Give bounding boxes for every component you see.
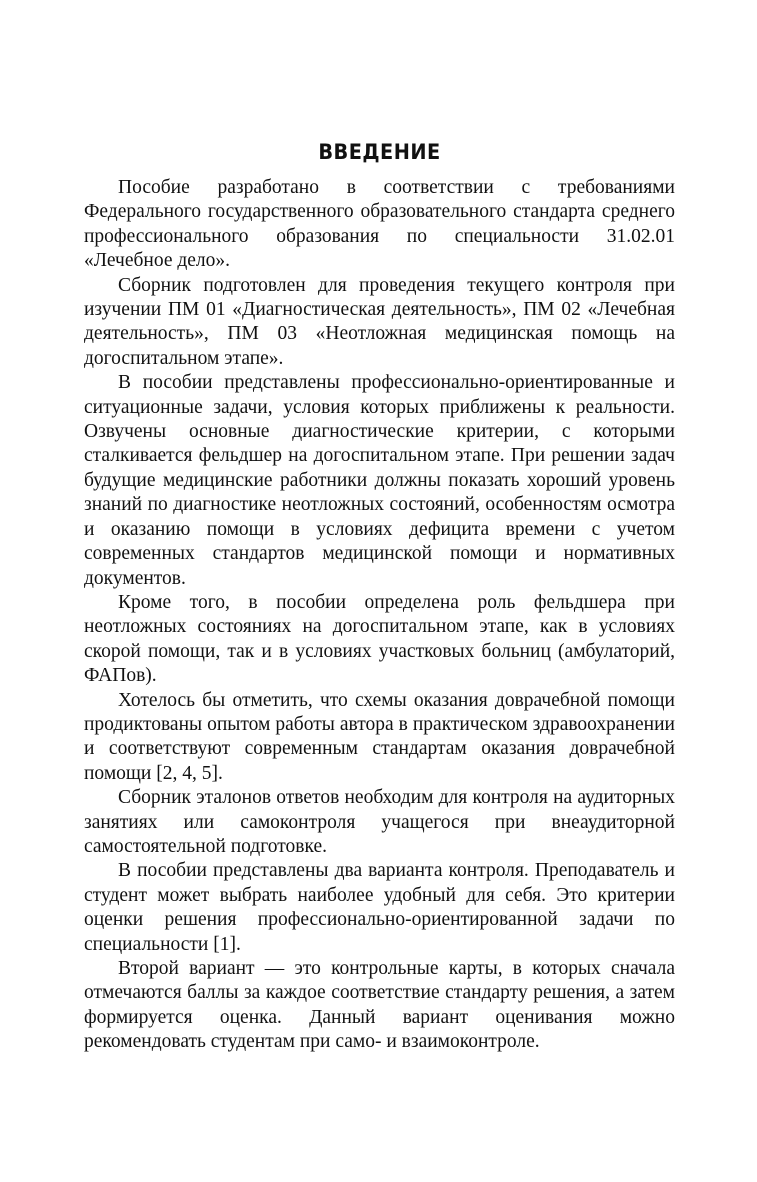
- paragraph-variants: В пособии представлены два варианта контроля. Преподаватель и студент может выбрать наиболее удобный для себя. Это критерии оценки решения профессионально-ориентированной задачи по специальности [1].: [84, 860, 675, 955]
- paragraph-purpose: Сборник подготовлен для проведения текущего контроля при изучении ПМ 01 «Диагностическая деятельность», ПМ 02 «Лечебная деятельность», ПМ 03 «Неотложная медицинская помощь на догоспитальном этапе».: [84, 274, 675, 369]
- paragraph-tasks: В пособии представлены профессионально-ориентированные и ситуационные задачи, условия которых приближены к реальности. Озвучены основные диагностические критерии, с которыми сталкивается фельдшер на догоспитальном этапе. При решении задач будущие медицинские работники должны показать хороший уровень знаний по диагностике неотложных состояний, особенностям осмотра и оказанию помощи в условиях дефицита времени с учетом современных стандартов медицинской помощи и нормативных документов.: [84, 372, 675, 589]
- page-title: ВВЕДЕНИЕ: [318, 140, 441, 164]
- paragraph-answers: Сборник эталонов ответов необходим для контроля на аудиторных занятиях или самоконтроля учащегося при внеаудиторной самостоятельной подготовке.: [84, 787, 675, 857]
- paragraph-role: Кроме того, в пособии определена роль фельдшера при неотложных состояниях на догоспитальном этапе, как в условиях скорой помощи, так и в условиях участковых больниц (амбулаторий, ФАПов).: [84, 591, 675, 687]
- paragraph-second-variant: Второй вариант — это контрольные карты, в которых сначала отмечаются баллы за каждое соответствие стандарту решения, а затем формируется оценка. Данный вариант оценивания можно рекомендовать студентам при само- и взаимоконтроле.: [84, 958, 675, 1053]
- paragraph-schemes: Хотелось бы отметить, что схемы оказания доврачебной помощи продиктованы опытом работы автора в практическом здравоохранении и соответствуют современным стандартам оказания доврачебной помощи [2, 4, 5].: [84, 689, 675, 784]
- paragraph-standard: Пособие разработано в соответствии с требованиями Федерального государственного образовательного стандарта среднего профессионального образования по специальности 31.02.01 «Лечебное дело».: [84, 177, 675, 272]
- page-content: [84, 140, 675, 1055]
